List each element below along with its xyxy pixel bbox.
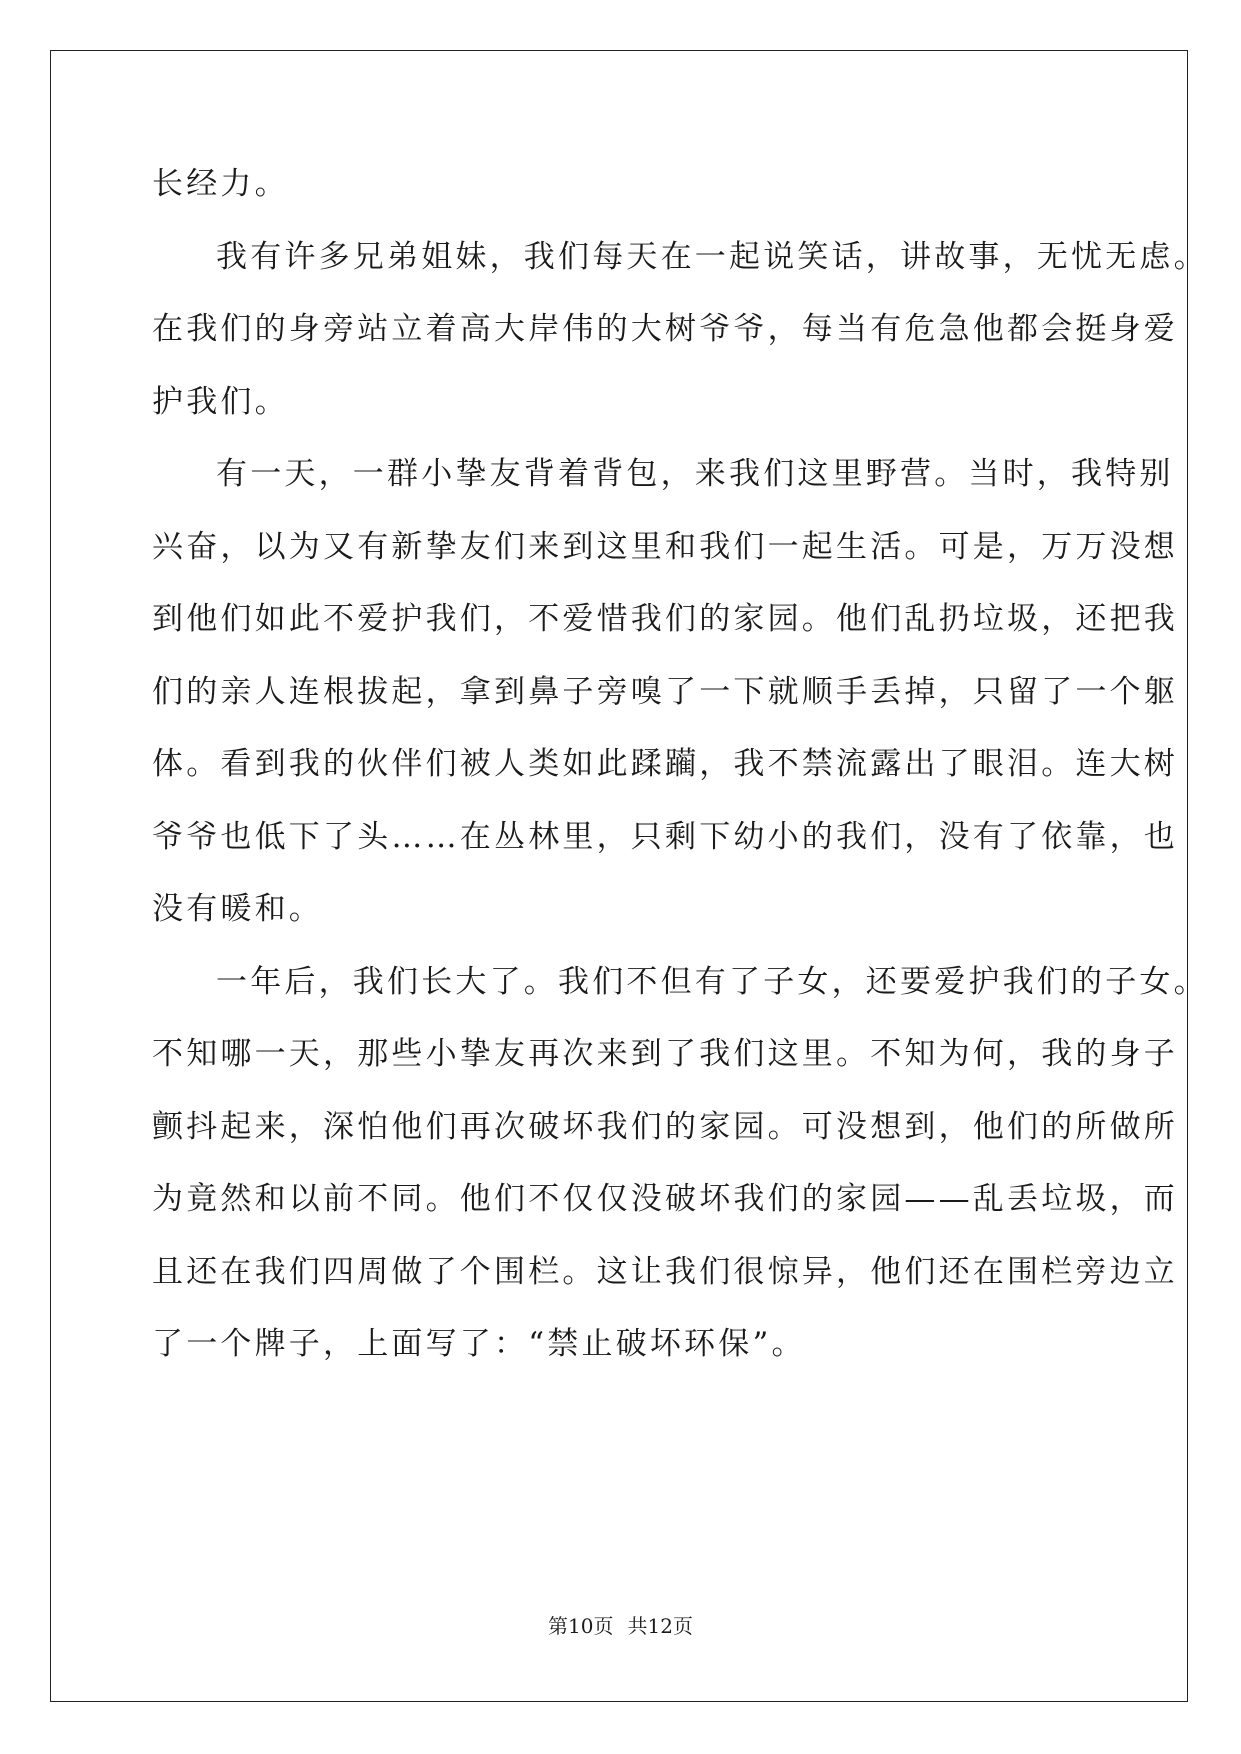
text-line: 体。看到我的伙伴们被人类如此蹂躏，我不禁流露出了眼泪。连大树 <box>152 746 1178 782</box>
text-line: 爷爷也低下了头……在丛林里，只剩下幼小的我们，没有了依靠，也 <box>152 819 1178 855</box>
page-border <box>50 50 1208 1702</box>
text-line: 不知哪一天，那些小挚友再次来到了我们这里。不知为何，我的身子 <box>152 1036 1178 1072</box>
page-number-total: 共12页 <box>627 1614 693 1638</box>
text-line: 在我们的身旁站立着高大岸伟的大树爷爷，每当有危急他都会挺身爱 <box>152 311 1178 347</box>
text-line: 护我们。 <box>152 384 289 420</box>
paragraph-line-first: 我有许多兄弟姐妹，我们每天在一起说笑话，讲故事，无忧无虑。 <box>216 239 1208 275</box>
text-line: 们的亲人连根拔起，拿到鼻子旁嗅了一下就顺手丢掉，只留了一个躯 <box>152 674 1178 710</box>
text-line: 颤抖起来，深怕他们再次破坏我们的家园。可没想到，他们的所做所 <box>152 1109 1178 1145</box>
text-line: 到他们如此不爱护我们，不爱惜我们的家园。他们乱扔垃圾，还把我 <box>152 601 1178 637</box>
paragraph-line-first: 有一天，一群小挚友背着背包，来我们这里野营。当时，我特别 <box>216 456 1174 492</box>
page-number-current: 第10页 <box>548 1614 614 1638</box>
paragraph-line-first: 一年后，我们长大了。我们不但有了子女，还要爱护我们的子女。 <box>216 964 1208 1000</box>
text-line: 了一个牌子，上面写了：“禁止破坏环保”。 <box>152 1326 806 1362</box>
text-line: 长经力。 <box>152 166 289 202</box>
text-line: 为竟然和以前不同。他们不仅仅没破坏我们的家园——乱丢垃圾，而 <box>152 1181 1178 1217</box>
text-line: 没有暖和。 <box>152 891 323 927</box>
text-line: 且还在我们四周做了个围栏。这让我们很惊异，他们还在围栏旁边立 <box>152 1254 1178 1290</box>
page-footer <box>0 1612 1241 1640</box>
text-line: 兴奋，以为又有新挚友们来到这里和我们一起生活。可是，万万没想 <box>152 529 1178 565</box>
